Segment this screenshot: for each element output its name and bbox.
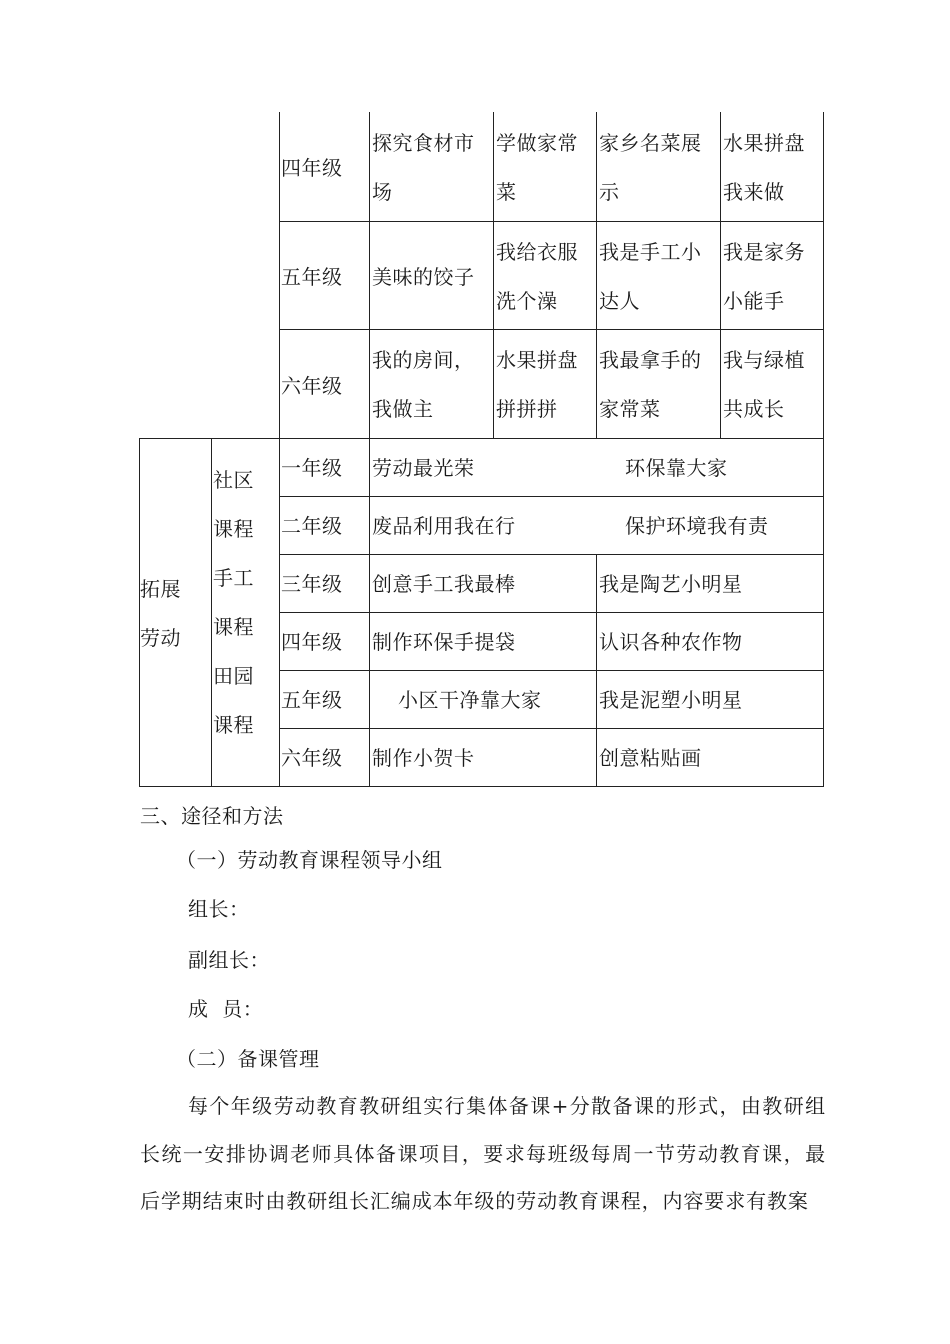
- course-cell: 学做家常 菜: [496, 131, 578, 204]
- course-cell: 美味的饺子: [372, 265, 475, 289]
- table-divider: [720, 112, 721, 438]
- grade-cell: 六年级: [281, 374, 343, 398]
- grade-cell: 五年级: [281, 688, 343, 712]
- body-paragraph: 每个年级劳动教育教研组实行集体备课+分散备课的形式，由教研组长统一安排协调老师具体备课项目，要求每班级每周一节劳动教育课，最后学期结束时由教研组长汇编成本年级的劳动教育课程，内容要求有教案: [140, 1094, 826, 1213]
- course-cell: 水果拼盘 拼拼拼: [496, 348, 578, 421]
- table-border-right: [823, 112, 824, 787]
- course-cell: 我是泥塑小明星: [599, 688, 743, 712]
- course-cell: 小区干净靠大家: [398, 688, 542, 712]
- course-cell: 我最拿手的 家常菜: [599, 348, 702, 421]
- course-cell: 认识各种农作物: [599, 630, 743, 654]
- category-cell: 拓展 劳动: [140, 577, 181, 650]
- course-cell: 家乡名菜展 示: [599, 131, 702, 204]
- table-divider: [211, 438, 212, 787]
- grade-cell: 六年级: [281, 746, 343, 770]
- table-divider: [279, 496, 824, 497]
- course-cell: 制作小贺卡: [372, 746, 475, 770]
- table-divider: [279, 728, 824, 729]
- table-divider: [279, 112, 280, 787]
- course-cell: 废品利用我在行: [372, 514, 516, 538]
- grade-cell: 五年级: [281, 265, 343, 289]
- table-divider: [596, 112, 597, 438]
- leader-label: 组长：: [188, 897, 250, 921]
- course-cell: 创意粘贴画: [599, 746, 702, 770]
- table-divider: [493, 112, 494, 438]
- grade-cell: 一年级: [281, 456, 343, 480]
- subsection-heading: （二）备课管理: [176, 1047, 320, 1071]
- section-heading: 三、途径和方法: [140, 804, 284, 828]
- members-label: 成 员：: [188, 997, 264, 1021]
- table-divider: [279, 612, 824, 613]
- course-cell: 我是手工小 达人: [599, 240, 702, 313]
- grade-cell: 四年级: [281, 156, 343, 180]
- subcategory-cell: 社区 课程 手工 课程 田园 课程: [213, 468, 254, 737]
- grade-cell: 四年级: [281, 630, 343, 654]
- course-cell: 制作环保手提袋: [372, 630, 516, 654]
- course-cell: 劳动最光荣: [372, 456, 475, 480]
- table-divider: [279, 554, 824, 555]
- course-cell: 水果拼盘 我来做: [723, 131, 805, 204]
- table-border-bottom: [139, 786, 824, 787]
- subsection-heading: （一）劳动教育课程领导小组: [176, 848, 443, 872]
- table-divider: [279, 329, 824, 330]
- course-cell: 创意手工我最棒: [372, 572, 516, 596]
- course-cell: 环保靠大家: [625, 456, 728, 480]
- table-divider: [139, 438, 824, 439]
- grade-cell: 二年级: [281, 514, 343, 538]
- table-divider: [279, 670, 824, 671]
- course-cell: 探究食材市 场: [372, 131, 475, 204]
- course-cell: 保护环境我有责: [625, 514, 769, 538]
- table-divider: [279, 221, 824, 222]
- table-divider: [369, 112, 370, 787]
- course-cell: 我与绿植 共成长: [723, 348, 805, 421]
- grade-cell: 三年级: [281, 572, 343, 596]
- vice-leader-label: 副组长：: [188, 948, 270, 972]
- course-cell: 我的房间， 我做主: [372, 348, 475, 421]
- course-cell: 我给衣服 洗个澡: [496, 240, 578, 313]
- course-cell: 我是家务 小能手: [723, 240, 805, 313]
- course-cell: 我是陶艺小明星: [599, 572, 743, 596]
